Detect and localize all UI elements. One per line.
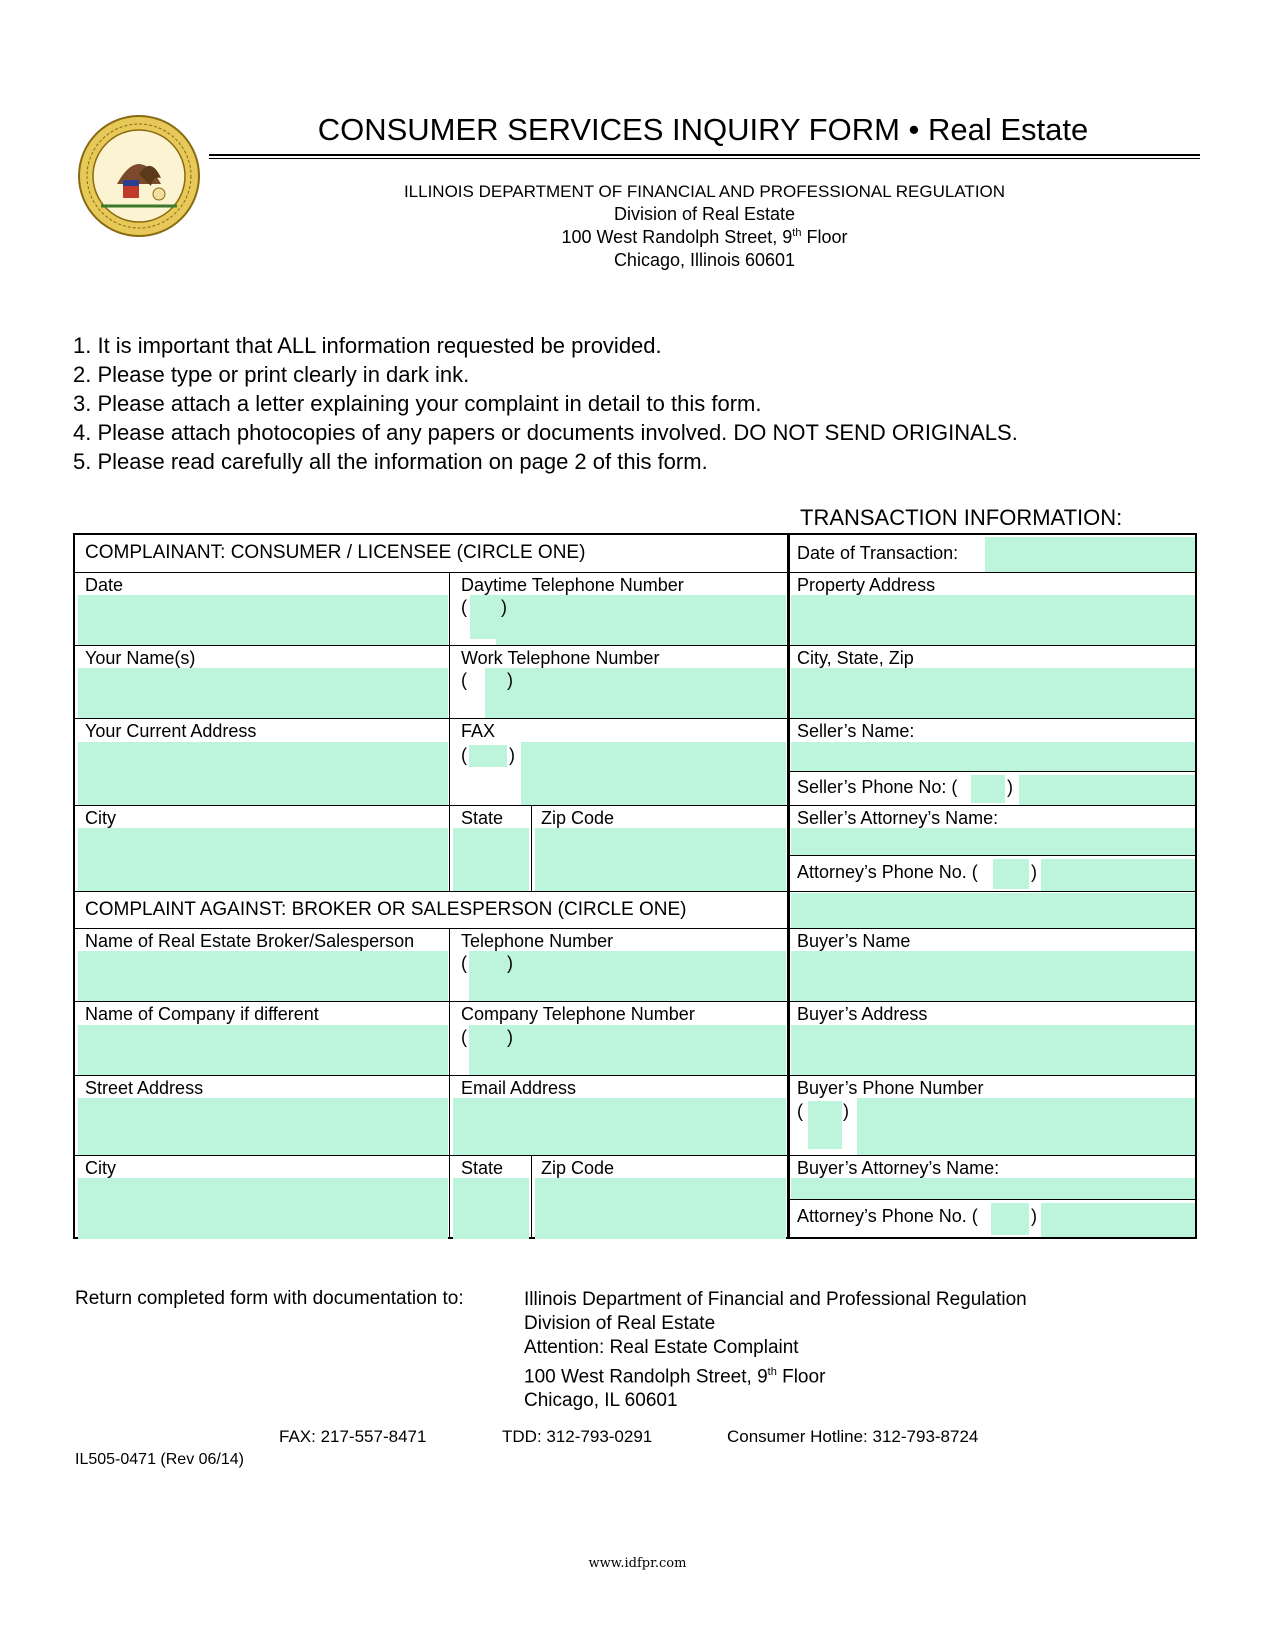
zip-field-2[interactable] [535, 1178, 786, 1239]
title-rule-thin [209, 158, 1200, 159]
fax-label: FAX [461, 721, 496, 741]
date-field[interactable] [78, 595, 448, 645]
email-field[interactable] [453, 1098, 786, 1155]
zip-label-2: Zip Code [541, 1158, 615, 1178]
company-phone-label: Company Telephone Number [461, 1004, 695, 1024]
division-name: Division of Real Estate [613, 204, 796, 224]
paren-open: ( [461, 1027, 467, 1047]
paren-close: ) [1031, 862, 1037, 882]
paren-close: ) [507, 1027, 513, 1047]
instructions-list [73, 331, 1018, 476]
buyers-attorney-area-code-field[interactable] [991, 1203, 1029, 1235]
paren-open: ( [461, 745, 467, 765]
work-phone-field[interactable] [485, 668, 786, 718]
city-label-2: City [85, 1158, 116, 1178]
transaction-heading: TRANSACTION INFORMATION: [800, 505, 1123, 530]
paren-close: ) [507, 670, 513, 690]
broker-name-label: Name of Real Estate Broker/Salesperson [85, 931, 415, 951]
buyers-phone-label: Buyer’s Phone Number [797, 1078, 984, 1098]
city-label: City [85, 808, 116, 828]
department-street: 100 West Randolph Street, 9th Floor [561, 227, 848, 247]
city-field-2[interactable] [78, 1178, 448, 1239]
buyers-attorney-phone-field[interactable] [1041, 1203, 1195, 1237]
paren-open: ( [461, 953, 467, 973]
blank-transaction-field[interactable] [791, 893, 1195, 928]
company-phone-field[interactable] [469, 1025, 786, 1075]
paren-close: ) [1007, 777, 1013, 797]
return-label: Return completed form with documentation to: [75, 1288, 464, 1309]
title-rule [209, 154, 1200, 156]
sellers-phone-label: Seller’s Phone No: ( [797, 777, 958, 797]
return-line: 100 West Randolph Street, 9th Floor [524, 1366, 826, 1388]
daytime-area-code-field[interactable] [470, 595, 496, 639]
buyers-name-label: Buyer’s Name [797, 931, 911, 951]
website-url: www.idfpr.com [588, 1556, 687, 1571]
department-city: Chicago, Illinois 60601 [613, 250, 796, 270]
daytime-phone-field[interactable] [496, 595, 786, 645]
broker-phone-field[interactable] [469, 951, 786, 1001]
work-phone-label: Work Telephone Number [461, 648, 660, 668]
company-name-label: Name of Company if different [85, 1004, 319, 1024]
attorney-phone-label-2: Attorney’s Phone No. ( [797, 1206, 978, 1226]
instruction-item: 1. It is important that ALL information requested be provided. [73, 333, 662, 358]
zip-field[interactable] [535, 828, 786, 891]
state-label-2: State [461, 1158, 504, 1178]
paren-close: ) [1031, 1206, 1037, 1226]
return-line: Chicago, IL 60601 [524, 1390, 678, 1412]
current-address-label: Your Current Address [85, 721, 257, 741]
fax-number: FAX: 217-557-8471 [279, 1427, 427, 1446]
sellers-name-field[interactable] [791, 742, 1195, 771]
buyers-phone-field[interactable] [857, 1098, 1195, 1155]
state-field[interactable] [453, 828, 529, 891]
fax-field[interactable] [521, 742, 786, 805]
property-address-field[interactable] [791, 595, 1195, 645]
state-label: State [461, 808, 504, 828]
paren-open: ( [461, 597, 467, 617]
paren-open: ( [797, 1101, 803, 1121]
buyers-attorney-label: Buyer’s Attorney’s Name: [797, 1158, 1000, 1178]
paren-open: ( [461, 670, 467, 690]
return-line: Attention: Real Estate Complaint [524, 1337, 799, 1358]
return-line: Illinois Department of Financial and Professional Regulation [524, 1289, 1027, 1310]
telephone-label: Telephone Number [461, 931, 614, 951]
date-label: Date [85, 575, 124, 595]
your-names-label: Your Name(s) [85, 648, 196, 668]
buyers-attorney-field[interactable] [791, 1178, 1195, 1199]
sellers-attorney-phone-field[interactable] [1041, 859, 1195, 891]
date-of-transaction-label: Date of Transaction: [797, 543, 959, 563]
paren-close: ) [509, 745, 515, 765]
email-label: Email Address [461, 1078, 577, 1098]
inquiry-form-table [73, 533, 1197, 1239]
paren-close: ) [501, 597, 507, 617]
daytime-phone-label: Daytime Telephone Number [461, 575, 684, 595]
broker-name-field[interactable] [78, 951, 448, 1001]
your-names-field[interactable] [78, 668, 448, 718]
attorney-phone-label: Attorney’s Phone No. ( [797, 862, 978, 882]
instruction-item: 3. Please attach a letter explaining your complaint in detail to this form. [73, 391, 762, 416]
company-name-field[interactable] [78, 1025, 448, 1075]
paren-close: ) [843, 1101, 849, 1121]
sellers-attorney-area-code-field[interactable] [993, 859, 1029, 889]
paren-close: ) [507, 953, 513, 973]
form-title: CONSUMER SERVICES INQUIRY FORM • Real Estate [317, 112, 1089, 147]
street-address-field[interactable] [78, 1098, 448, 1155]
sellers-attorney-label: Seller’s Attorney’s Name: [797, 808, 999, 828]
buyers-address-label: Buyer’s Address [797, 1004, 928, 1024]
fax-area-code-field[interactable] [469, 745, 507, 767]
tdd-number: TDD: 312-793-0291 [502, 1427, 653, 1446]
city-state-zip-field[interactable] [791, 668, 1195, 718]
sellers-name-label: Seller’s Name: [797, 721, 915, 741]
state-seal-icon [77, 114, 201, 238]
department-name: ILLINOIS DEPARTMENT OF FINANCIAL AND PROFESSIONAL REGULATION [403, 182, 1006, 201]
sellers-phone-field[interactable] [1019, 775, 1195, 805]
date-of-transaction-field[interactable] [985, 537, 1195, 572]
instruction-item: 2. Please type or print clearly in dark ink. [73, 362, 470, 387]
property-address-label: Property Address [797, 575, 936, 595]
instruction-item: 4. Please attach photocopies of any papers or documents involved. DO NOT SEND ORIGINALS. [73, 420, 1018, 445]
complaint-against-heading: COMPLAINT AGAINST: BROKER OR SALESPERSON (CIRCLE ONE) [85, 899, 687, 920]
city-field[interactable] [78, 828, 448, 891]
buyers-name-field[interactable] [791, 951, 1195, 1001]
sellers-attorney-field[interactable] [791, 828, 1195, 855]
complainant-heading: COMPLAINANT: CONSUMER / LICENSEE (CIRCLE ONE) [85, 542, 586, 563]
return-address [524, 1288, 1027, 1413]
form-number: IL505-0471 (Rev 06/14) [75, 1451, 244, 1468]
sellers-area-code-field[interactable] [971, 775, 1005, 803]
instruction-item: 5. Please read carefully all the information on page 2 of this form. [73, 449, 708, 474]
city-state-zip-label: City, State, Zip [797, 648, 914, 668]
state-field-2[interactable] [453, 1178, 529, 1239]
zip-label: Zip Code [541, 808, 615, 828]
street-address-label: Street Address [85, 1078, 204, 1098]
buyers-address-field[interactable] [791, 1025, 1195, 1075]
hotline-number: Consumer Hotline: 312-793-8724 [727, 1427, 979, 1446]
return-line: Division of Real Estate [524, 1313, 716, 1334]
current-address-field[interactable] [78, 742, 448, 805]
buyers-area-code-field[interactable] [808, 1101, 842, 1149]
